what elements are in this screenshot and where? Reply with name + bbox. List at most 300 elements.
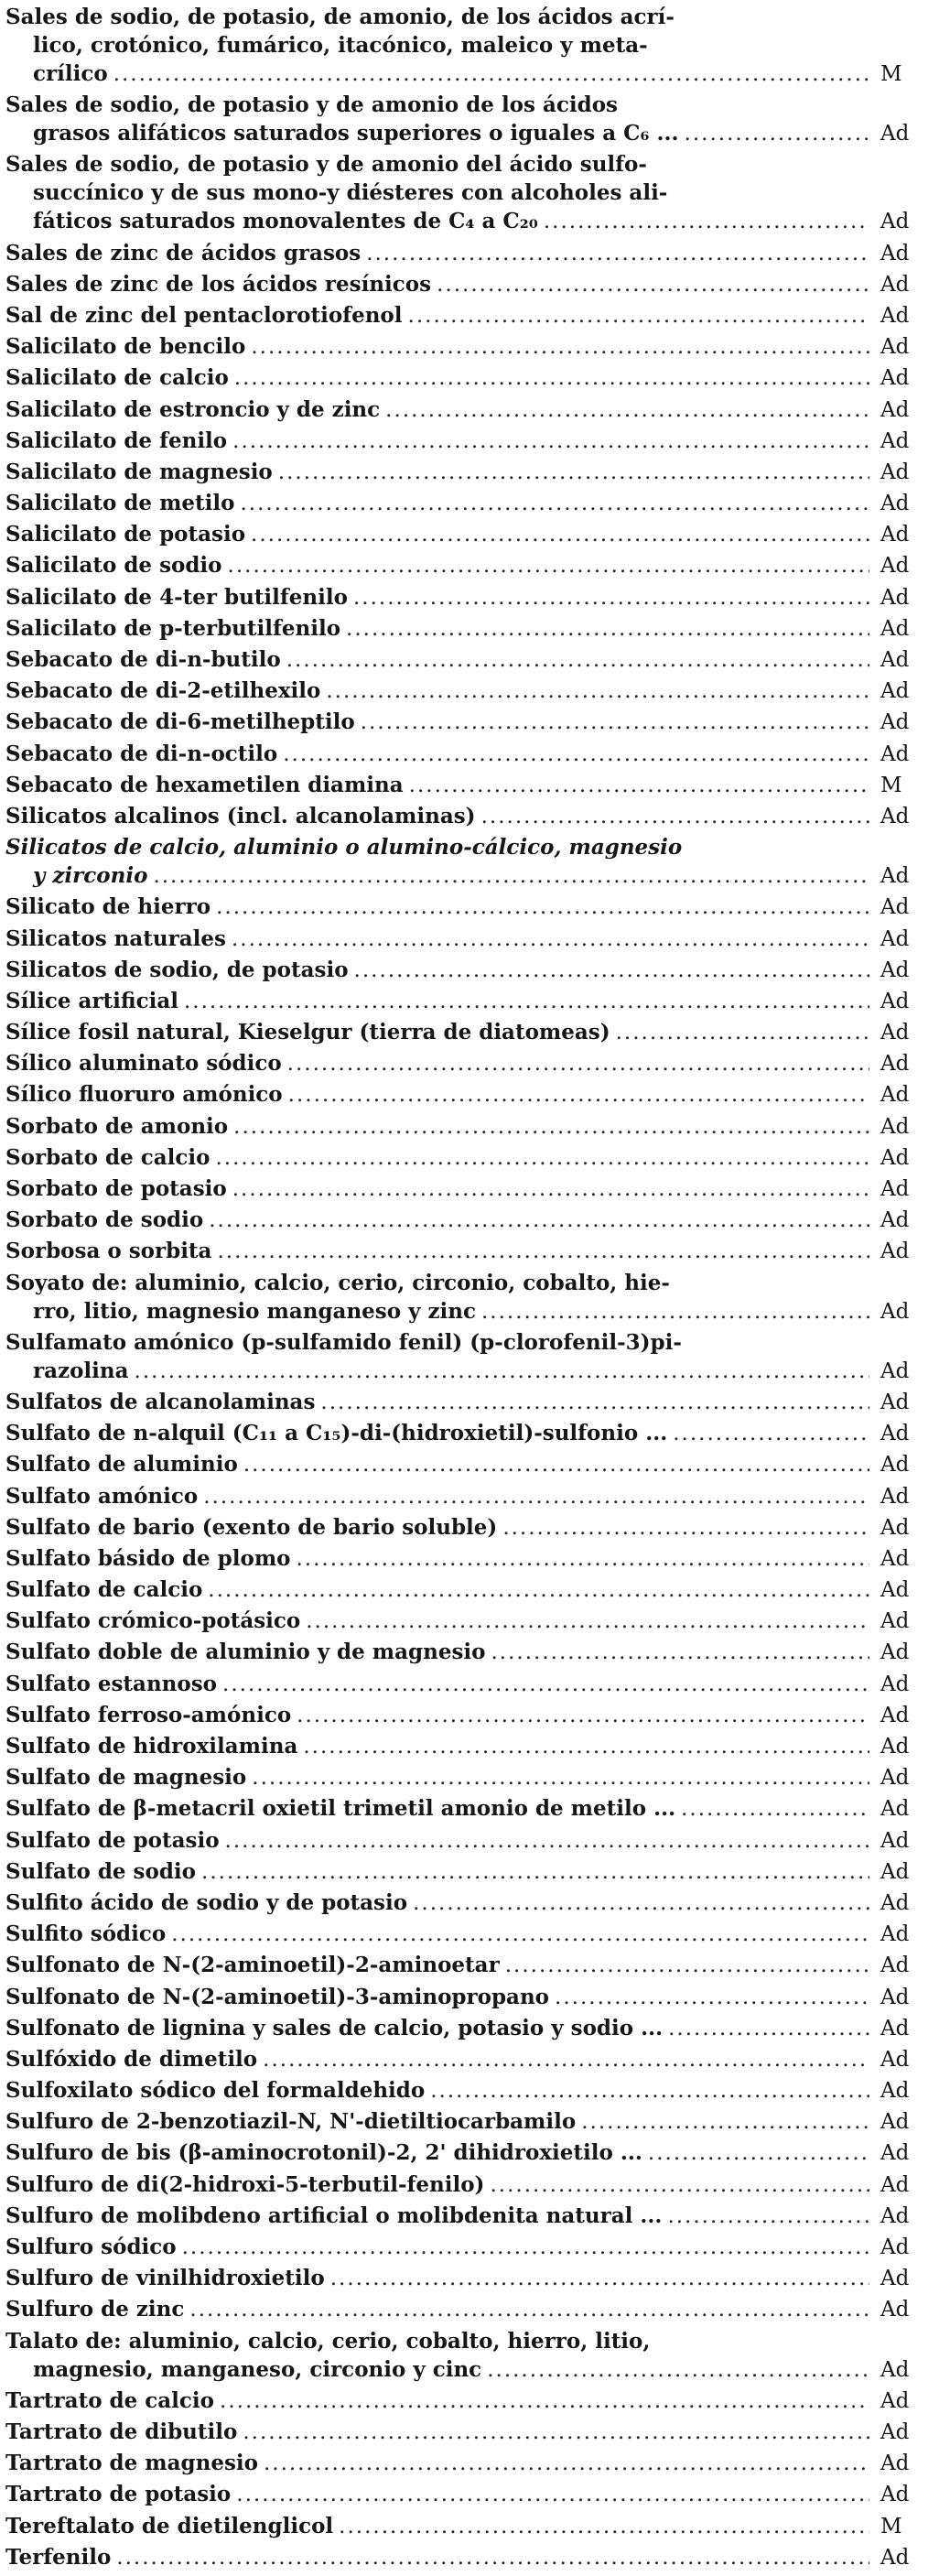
list-item (5, 1544, 930, 1573)
entry-line (5, 395, 930, 424)
entry-text: Sulfato de sodio (5, 1858, 197, 1884)
list-item (5, 833, 930, 890)
entry-text: Sales de sodio, de potasio, de amonio, de los ácidos acrí- (5, 5, 675, 29)
list-item (5, 676, 930, 705)
entry-text: Sulfato estannoso (5, 1671, 218, 1696)
dot-leader (233, 1113, 869, 1142)
list-item (5, 2014, 930, 2042)
dot-leader (616, 1019, 869, 1047)
entry-text: Sílico aluminato sódico (5, 1051, 282, 1077)
list-item (5, 708, 930, 736)
entry-code: Ad (880, 2110, 910, 2135)
entry-text: Sulfato de magnesio (5, 1765, 247, 1791)
entry-text: Tartrato de calcio (5, 2387, 215, 2413)
dot-leader (288, 1081, 869, 1109)
entry-code: Ad (880, 1083, 910, 1108)
entry-code: Ad (880, 1453, 910, 1477)
entry-text: Sílice fosil natural, Kieselgur (tierra de diatomeas) (5, 1020, 610, 1045)
dot-leader (505, 1952, 869, 1980)
list-item (5, 395, 930, 424)
entry-code: M (880, 2514, 902, 2538)
list-item (5, 1889, 930, 1917)
entry-line (5, 3, 930, 31)
entry-code: Ad (880, 397, 910, 422)
entry-text: Sulfito sódico (5, 1921, 167, 1947)
entry-line (5, 489, 930, 517)
list-item (5, 1269, 930, 1326)
list-item (5, 1450, 930, 1478)
dot-leader (236, 2481, 869, 2509)
dot-leader (667, 2203, 869, 2231)
list-item (5, 2170, 930, 2199)
entry-code: Ad (880, 1954, 910, 1978)
entry-line (5, 2449, 930, 2477)
entry-text: Sulfato de aluminio (5, 1452, 238, 1477)
entry-text: Sorbato de amonio (5, 1113, 229, 1139)
dot-leader (234, 364, 869, 393)
list-item (5, 1607, 930, 1635)
entry-code: Ad (880, 1766, 910, 1791)
entry-code: Ad (880, 1922, 910, 1947)
entry-line (5, 2138, 930, 2167)
entry-text: rro, litio, magnesio manganeso y zinc (33, 1298, 476, 1324)
list-item (5, 1732, 930, 1760)
entry-code: Ad (880, 1484, 910, 1509)
entry-line (5, 2327, 930, 2355)
dot-leader (366, 240, 869, 268)
list-item (5, 520, 930, 548)
dot-leader (481, 803, 869, 831)
entry-text: Salicilato de 4-ter butilfenilo (5, 584, 348, 610)
entry-code: Ad (880, 1390, 910, 1414)
entry-code: Ad (880, 989, 910, 1013)
list-item (5, 987, 930, 1015)
entry-line (5, 893, 930, 921)
list-item (5, 1951, 930, 1979)
entry-line (5, 1983, 930, 2011)
entry-line (5, 520, 930, 548)
entry-text: magnesio, manganeso, circonio y cinc (33, 2356, 482, 2382)
entry-text: razolina (33, 1358, 129, 1383)
entry-text: Tereftalato de dietilenglicol (5, 2513, 334, 2538)
list-item (5, 270, 930, 298)
entry-code: Ad (880, 1208, 910, 1233)
entry-code: Ad (880, 1828, 910, 1853)
entry-line (5, 1951, 930, 1979)
entry-text: Sales de zinc de los ácidos resínicos (5, 271, 432, 297)
entry-code: Ad (880, 648, 910, 672)
entry-code: Ad (880, 1114, 910, 1139)
entry-text: Sales de sodio, de potasio y de amonio de los ácidos (5, 92, 618, 118)
dot-leader (487, 2356, 869, 2385)
dot-leader (215, 1144, 869, 1173)
entry-line (5, 1920, 930, 1948)
entry-line (5, 1143, 930, 1172)
list-item (5, 1112, 930, 1141)
entry-text: Sulfato de potasio (5, 1827, 220, 1853)
entry-text: Sulfuro de vinilhidroxietilo (5, 2266, 325, 2291)
dot-leader (222, 1671, 869, 1699)
entry-line (5, 91, 930, 119)
entry-line (5, 332, 930, 361)
entry-text: Sulfato de bario (exento de bario soluble) (5, 1514, 498, 1540)
entry-line (5, 1575, 930, 1604)
dot-leader (278, 459, 869, 487)
entry-line (5, 1206, 930, 1234)
entry-text: Sulfuro de zinc (5, 2297, 185, 2322)
entry-text: lico, crotónico, fumárico, itacónico, maleico y meta- (33, 33, 648, 58)
entry-line (5, 239, 930, 267)
entry-line (5, 1112, 930, 1141)
dot-leader (243, 1451, 869, 1479)
list-item (5, 551, 930, 579)
dot-leader (116, 2544, 869, 2572)
entry-code: Ad (880, 2267, 910, 2291)
entry-line (5, 551, 930, 579)
entry-text: Sulfato crómico-potásico (5, 1608, 301, 1634)
list-item (5, 956, 930, 984)
entry-code: Ad (880, 272, 910, 297)
entry-text: grasos alifáticos saturados superiores o iguales a C₆ ... (33, 121, 679, 146)
list-item (5, 1328, 930, 1385)
list-item (5, 1638, 930, 1666)
entry-text: Sebacato de di-2-etilhexilo (5, 678, 321, 704)
entry-text: Silicatos de calcio, aluminio o alumino-cálcico, magnesio (5, 835, 683, 860)
entry-text: Sílico fluoruro amónico (5, 1082, 283, 1108)
entry-line (5, 150, 930, 179)
entry-line (5, 583, 930, 612)
entry-text: Sebacato de hexametilen diamina (5, 772, 404, 797)
dot-leader (490, 2171, 869, 2200)
list-item (5, 458, 930, 486)
list-item (5, 301, 930, 330)
entry-text: Sebacato de di-6-metilheptilo (5, 709, 355, 735)
entry-text: Tartrato de dibutilo (5, 2419, 238, 2444)
dot-leader (232, 1175, 869, 1204)
list-item (5, 363, 930, 392)
entry-text: Sorbato de sodio (5, 1207, 204, 1233)
entry-line (5, 802, 930, 830)
entry-line (5, 1794, 930, 1823)
entry-line (5, 1638, 930, 1666)
entry-line (5, 1482, 930, 1510)
entry-line (5, 2387, 930, 2415)
dot-leader (346, 615, 869, 644)
entry-text: Salicilato de metilo (5, 491, 235, 516)
entry-code: Ad (880, 1703, 910, 1727)
list-item (5, 614, 930, 643)
entry-code: Ad (880, 492, 910, 516)
entry-code: Ad (880, 2483, 910, 2507)
dot-leader (413, 1889, 869, 1918)
entry-text: Sulfato de hidroxilamina (5, 1734, 298, 1759)
entry-line (5, 1513, 930, 1542)
entry-text: Sulfuro sódico (5, 2235, 177, 2259)
list-item (5, 1920, 930, 1948)
entry-code: Ad (880, 2079, 910, 2104)
entry-line (5, 1670, 930, 1698)
dot-leader (153, 862, 869, 891)
entry-line (5, 363, 930, 392)
entry-code: Ad (880, 1145, 910, 1170)
entry-text: Tartrato de potasio (5, 2482, 232, 2507)
dot-leader (354, 957, 869, 985)
dot-leader (135, 1358, 869, 1386)
entry-code: Ad (880, 2452, 910, 2476)
dot-leader (208, 1576, 869, 1605)
entry-text: y zirconio (33, 863, 148, 889)
list-item (5, 2264, 930, 2292)
list-item (5, 2327, 930, 2384)
list-item (5, 2418, 930, 2446)
entry-text: Sulfato de n-alquil (C₁₁ a C₁₅)-di-(hidroxietil)-sulfonio ... (5, 1421, 668, 1446)
entry-code: Ad (880, 1890, 910, 1915)
dot-leader (286, 646, 869, 675)
entry-line (5, 1889, 930, 1917)
entry-line (5, 2264, 930, 2292)
entry-code: Ad (880, 122, 910, 146)
entry-code: Ad (880, 2357, 910, 2382)
entry-line (5, 2512, 930, 2540)
entry-line (5, 708, 930, 736)
entry-continuation-line (5, 1357, 930, 1385)
entry-line (5, 1857, 930, 1886)
list-item (5, 1143, 930, 1172)
list-item (5, 925, 930, 953)
entry-text: Silicato de hierro (5, 894, 211, 920)
entry-text: Sulfoxilato sódico del formaldehido (5, 2078, 426, 2104)
entry-line (5, 2014, 930, 2042)
dot-leader (209, 1207, 869, 1235)
list-item (5, 1763, 930, 1791)
list-item (5, 332, 930, 361)
entry-code: Ad (880, 210, 910, 234)
entry-line (5, 1269, 930, 1297)
entry-text: Sulfato ferroso-amónico (5, 1702, 292, 1727)
entry-text: Sorbosa o sorbita (5, 1239, 212, 1264)
dot-leader (251, 521, 869, 549)
entry-text: Sales de zinc de ácidos grasos (5, 240, 362, 265)
entry-text: Silicatos naturales (5, 925, 226, 951)
entry-line (5, 458, 930, 486)
entry-text: Sulfato amónico (5, 1483, 199, 1509)
entry-line (5, 2543, 930, 2571)
list-item (5, 1049, 930, 1077)
dot-leader (201, 1858, 869, 1887)
entry-line (5, 987, 930, 1015)
list-item (5, 2138, 930, 2167)
list-item (5, 1513, 930, 1542)
dot-leader (232, 925, 869, 954)
entry-text: Sílice artificial (5, 988, 178, 1013)
dot-leader (408, 302, 869, 330)
entry-text: crílico (33, 61, 108, 86)
list-item (5, 583, 930, 612)
dot-leader (555, 1984, 869, 2012)
entry-code: Ad (880, 804, 910, 828)
entry-code: Ad (880, 2172, 910, 2197)
entry-code: Ad (880, 1859, 910, 1884)
entry-text: Sulfóxido de dimetilo (5, 2046, 258, 2072)
entry-text: Talato de: aluminio, calcio, cerio, cobalto, hierro, litio, (5, 2328, 651, 2354)
list-item (5, 91, 930, 147)
entry-line (5, 2202, 930, 2230)
dot-leader (581, 2108, 869, 2137)
dot-leader (283, 741, 869, 769)
entry-code: Ad (880, 895, 910, 920)
dot-leader (189, 2296, 869, 2324)
list-item (5, 1701, 930, 1729)
dot-leader (673, 1420, 869, 1448)
entry-continuation-line (5, 207, 930, 235)
entry-line (5, 2233, 930, 2261)
list-item (5, 3, 930, 88)
entry-line (5, 1080, 930, 1109)
dot-leader (437, 271, 869, 299)
entry-code: Ad (880, 741, 910, 766)
list-item (5, 1018, 930, 1046)
entry-line (5, 614, 930, 643)
entry-text: Sebacato de di-n-butilo (5, 647, 281, 672)
list-item (5, 1670, 930, 1698)
entry-text: Salicilato de calcio (5, 365, 229, 391)
entry-text: Silicatos de sodio, de potasio (5, 957, 349, 982)
dot-leader (264, 2450, 869, 2478)
list-item (5, 1388, 930, 1416)
entry-text: Sulfonato de N-(2-aminoetil)-2-aminoetar (5, 1953, 500, 1978)
entry-line (5, 2480, 930, 2508)
entry-code: Ad (880, 926, 910, 951)
entry-line (5, 1388, 930, 1416)
entry-code: Ad (880, 2298, 910, 2322)
entry-text: succínico y de sus mono-y diésteres con alcoholes ali- (33, 180, 668, 206)
entry-text: Sulfuro de 2-benzotiazil-N, N'-dietiltiocarbamilo (5, 2109, 577, 2135)
list-item (5, 2107, 930, 2136)
entry-code: Ad (880, 1797, 910, 1822)
entry-code: M (880, 773, 902, 797)
entry-code: Ad (880, 616, 910, 641)
list-item (5, 1983, 930, 2011)
entry-code: Ad (880, 1358, 910, 1383)
entry-line (5, 740, 930, 768)
entry-code: Ad (880, 2235, 910, 2259)
entry-line (5, 1049, 930, 1077)
entry-code: Ad (880, 2141, 910, 2166)
entry-code: Ad (880, 1735, 910, 1759)
entry-text: Sebacato de di-n-octilo (5, 741, 278, 766)
dot-leader (217, 1238, 869, 1266)
dot-leader (320, 1389, 869, 1417)
dot-leader (430, 2077, 869, 2105)
list-item (5, 2387, 930, 2415)
list-item (5, 771, 930, 799)
entry-text: Salicilato de sodio (5, 553, 222, 579)
list-item (5, 2512, 930, 2540)
list-item (5, 1857, 930, 1886)
list-item (5, 1482, 930, 1510)
list-item (5, 1237, 930, 1265)
entry-line (5, 2107, 930, 2136)
dot-leader (353, 584, 869, 612)
entry-code: Ad (880, 1515, 910, 1540)
dot-leader (544, 208, 869, 236)
entry-code: Ad (880, 2047, 910, 2072)
list-item (5, 2295, 930, 2323)
entry-line (5, 1826, 930, 1855)
entry-line (5, 1328, 930, 1357)
list-item (5, 2449, 930, 2477)
entry-text: Sal de zinc del pentaclorotiofenol (5, 302, 403, 328)
dot-leader (361, 709, 869, 737)
entry-text: Sulfonato de N-(2-aminoetil)-3-aminopropano (5, 1984, 550, 2009)
entry-text: Salicilato de p-terbutilfenilo (5, 615, 341, 641)
entry-code: Ad (880, 1021, 910, 1045)
entry-code: Ad (880, 710, 910, 735)
list-item (5, 2233, 930, 2261)
dot-leader (252, 1764, 869, 1792)
entry-code: Ad (880, 1546, 910, 1571)
entry-text: Sulfato básido de plomo (5, 1545, 291, 1571)
dot-leader (251, 333, 869, 362)
entry-text: Sulfato de calcio (5, 1577, 203, 1603)
dot-leader (339, 2513, 869, 2541)
entry-line (5, 1607, 930, 1635)
entry-code: Ad (880, 2203, 910, 2228)
entry-text: Sulfato doble de aluminio y de magnesio (5, 1640, 486, 1665)
list-item (5, 2480, 930, 2508)
entry-line (5, 2045, 930, 2073)
list-item (5, 645, 930, 674)
list-item (5, 1575, 930, 1604)
entry-text: Sulfato de β-metacril oxietil trimetil amonio de metilo ... (5, 1796, 676, 1822)
entry-code: Ad (880, 2388, 910, 2413)
dot-leader (481, 1298, 869, 1326)
entry-code: Ad (880, 303, 910, 328)
entry-code: Ad (880, 1299, 910, 1324)
dot-leader (303, 1733, 869, 1761)
dot-leader (228, 552, 869, 580)
dot-leader (668, 2015, 869, 2043)
entry-line (5, 270, 930, 298)
list-item (5, 1826, 930, 1855)
entry-code: Ad (880, 554, 910, 579)
entry-line (5, 1419, 930, 1447)
entry-code: Ad (880, 1239, 910, 1264)
entry-code: Ad (880, 585, 910, 610)
dot-leader (297, 1702, 869, 1730)
entry-line (5, 2076, 930, 2105)
entry-text: Salicilato de bencilo (5, 334, 246, 360)
dot-leader (326, 677, 869, 706)
list-item (5, 1206, 930, 1234)
entry-code: M (880, 62, 902, 86)
dot-leader (182, 2234, 869, 2262)
entry-text: Terfenilo (5, 2544, 112, 2570)
entry-code: Ad (880, 1422, 910, 1446)
entry-line (5, 2418, 930, 2446)
entry-text: Sales de sodio, de potasio y de amonio del ácido sulfo- (5, 152, 647, 178)
list-item (5, 802, 930, 830)
list-item (5, 1174, 930, 1203)
dot-leader (685, 120, 869, 148)
entry-line (5, 1701, 930, 1729)
entry-text: Silicatos alcalinos (incl. alcanolaminas) (5, 803, 476, 828)
entry-code: Ad (880, 1672, 910, 1696)
entry-line (5, 427, 930, 455)
dot-leader (502, 1514, 869, 1542)
list-item (5, 2543, 930, 2571)
entry-text: Sulfamato amónico (p-sulfamido fenil) (p-clorofenil-3)pi- (5, 1329, 682, 1355)
